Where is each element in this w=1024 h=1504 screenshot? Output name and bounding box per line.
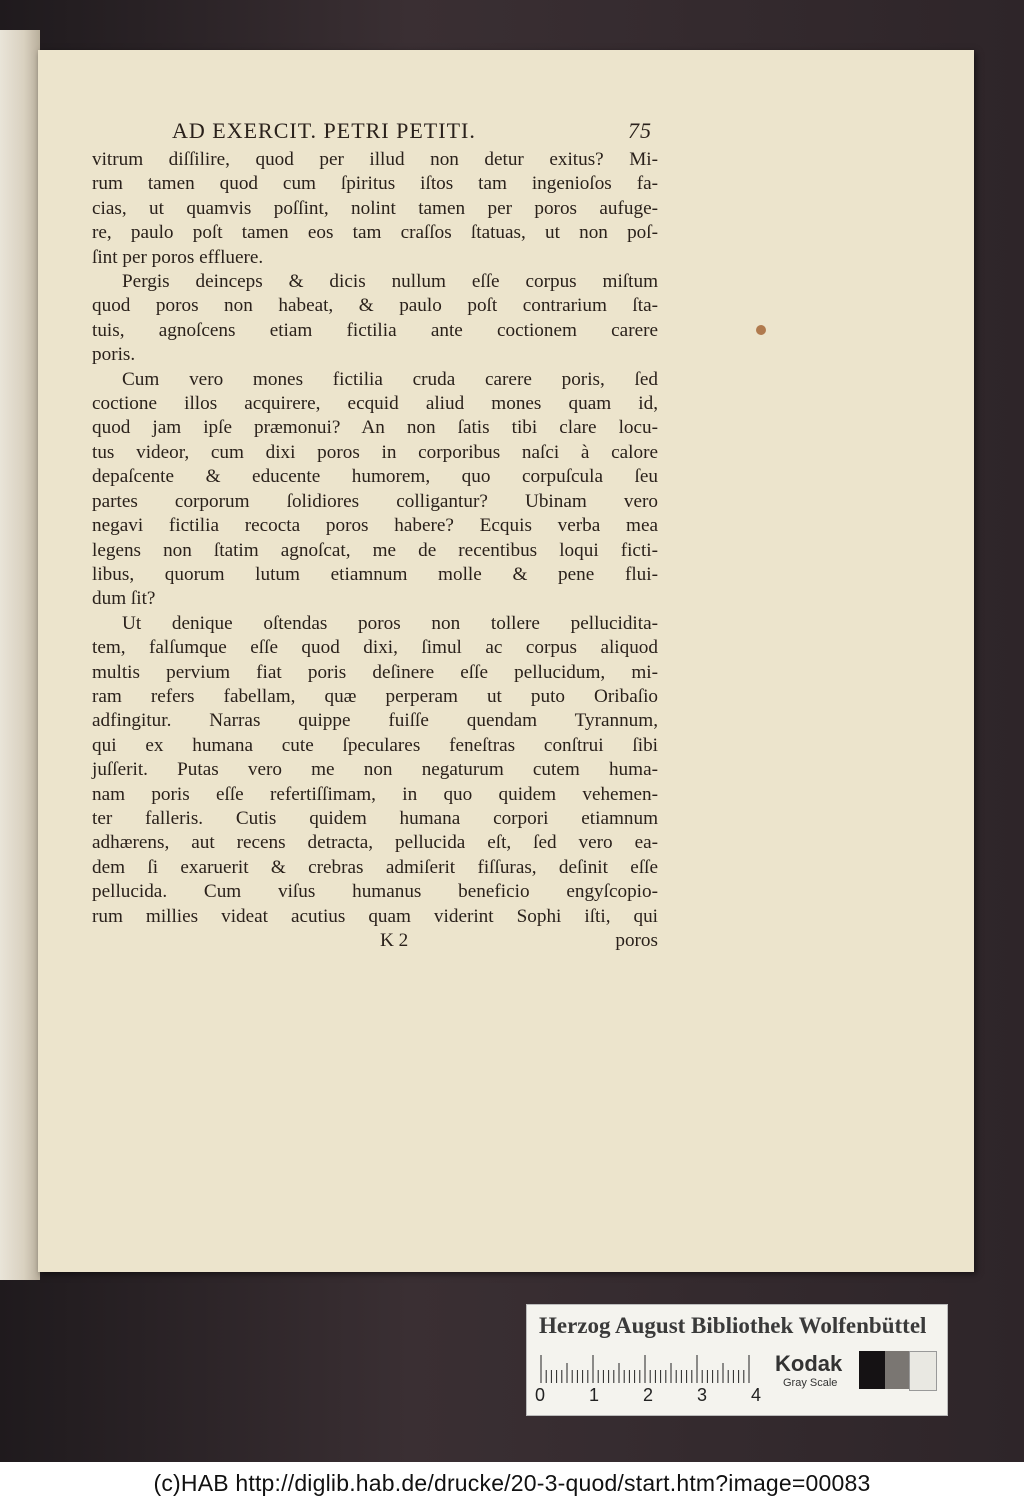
text-line: ram refers fabellam, quæ perperam ut puto Oribaſio: [92, 685, 658, 707]
text-line: coctione illos acquirere, ecquid aliud mones quam id,: [92, 393, 658, 415]
text-line: multis pervium fiat poris deſinere eſſe pellucidum, mi-: [92, 661, 658, 683]
text-line: nam poris eſſe refertiſſimam, in quo quidem vehemen-: [92, 783, 658, 805]
ruler-number: 3: [697, 1385, 708, 1405]
gray-swatch-white: [909, 1351, 937, 1391]
foxing-spot: [756, 325, 766, 335]
text-line: depaſcente & educente humorem, quo corpuſcula ſeu: [92, 466, 658, 488]
text-line: qui ex humana cute ſpeculares feneſtras conſtrui ſibi: [92, 734, 658, 756]
text-line: partes corporum ſolidiores colligantur? Ubinam vero: [92, 490, 658, 512]
book-page: [38, 50, 974, 1272]
ruler-numbers: [533, 1385, 773, 1409]
text-line: Cum vero mones fictilia cruda carere poris, ſed: [122, 368, 658, 390]
color-target-card: [526, 1304, 948, 1416]
ruler-number: 4: [751, 1385, 762, 1405]
gray-scale-label: Gray Scale: [783, 1377, 838, 1389]
signature-mark: K 2: [380, 930, 409, 951]
page-footer: [92, 929, 658, 953]
text-line: juſſerit. Putas vero me non negaturum cutem huma-: [92, 759, 658, 781]
ruler-number: 2: [643, 1385, 654, 1405]
gray-swatch-mid: [885, 1351, 909, 1389]
previous-page-edge: [0, 30, 40, 1280]
text-line: rum tamen quod cum ſpiritus iſtos tam ingenioſos fa-: [92, 173, 658, 195]
text-line: tem, falſumque eſſe quod dixi, ſimul ac corpus aliquod: [92, 637, 658, 659]
text-line: libus, quorum lutum etiamnum molle & pene flui-: [92, 563, 658, 585]
text-line: ter falleris. Cutis quidem humana corpori etiamnum: [92, 807, 658, 829]
body-text: [92, 148, 658, 929]
text-line: pellucida. Cum viſus humanus beneficio engyſcopio-: [92, 881, 658, 903]
text-line: tuis, agnoſcens etiam fictilia ante coctionem carere: [92, 319, 658, 341]
text-line: poris.: [92, 344, 136, 366]
page-number: 75: [628, 118, 652, 143]
copyright-bar: [0, 1462, 1024, 1504]
running-head-title: AD EXERCIT. PETRI PETITI.: [172, 118, 476, 143]
text-line: quod poros non habeat, & paulo poſt contrarium ſta-: [92, 295, 658, 317]
text-line: dem ſi exaruerit & crebras admiſerit fiſſuras, deſinit eſſe: [92, 856, 658, 878]
ruler-number: 1: [589, 1385, 600, 1405]
text-line: adhærens, aut recens detracta, pellucida eſt, ſed vero ea-: [92, 832, 658, 854]
copyright-url: (c)HAB http://diglib.hab.de/drucke/20-3-quod/start.htm?image=00083: [153, 1469, 871, 1496]
text-line: vitrum diſſilire, quod per illud non detur exitus? Mi-: [92, 149, 658, 170]
ruler-number: 0: [535, 1385, 546, 1405]
text-line: adfingitur. Narras quippe fuiſſe quendam Tyrannum,: [92, 710, 658, 732]
text-line: tus videor, cum dixi poros in corporibus naſci à calore: [92, 441, 658, 463]
catchword: poros: [615, 930, 658, 951]
running-head: [92, 118, 658, 144]
text-line: negavi fictilia recocta poros habere? Ecquis verba mea: [92, 515, 658, 537]
gray-swatch-black: [859, 1351, 885, 1389]
text-line: legens non ſtatim agnoſcat, me de recentibus loqui ficti-: [92, 539, 658, 561]
text-line: cias, ut quamvis poſſint, nolint tamen per poros aufuge-: [92, 197, 658, 219]
text-line: re, paulo poſt tamen eos tam craſſos ſtatuas, ut non poſ-: [92, 222, 658, 244]
text-line: Ut denique oſtendas poros non tollere pelluciditа-: [122, 612, 658, 634]
text-line: ſint per poros effluere.: [92, 246, 264, 268]
text-line: Pergis deinceps & dicis nullum eſſe corpus miſtum: [122, 271, 658, 293]
page-text-block: [92, 118, 658, 953]
kodak-logo: Kodak: [775, 1351, 843, 1376]
ruler-scale: [539, 1353, 753, 1383]
text-line: quod jam ipſe præmonui? An non ſatis tibi clare locu-: [92, 417, 658, 439]
library-name: Herzog August Bibliothek Wolfenbüttel: [539, 1313, 927, 1338]
text-line: dum ſit?: [92, 588, 156, 610]
text-line: rum millies videat acutius quam viderint Sophi iſti, qui: [92, 905, 658, 927]
